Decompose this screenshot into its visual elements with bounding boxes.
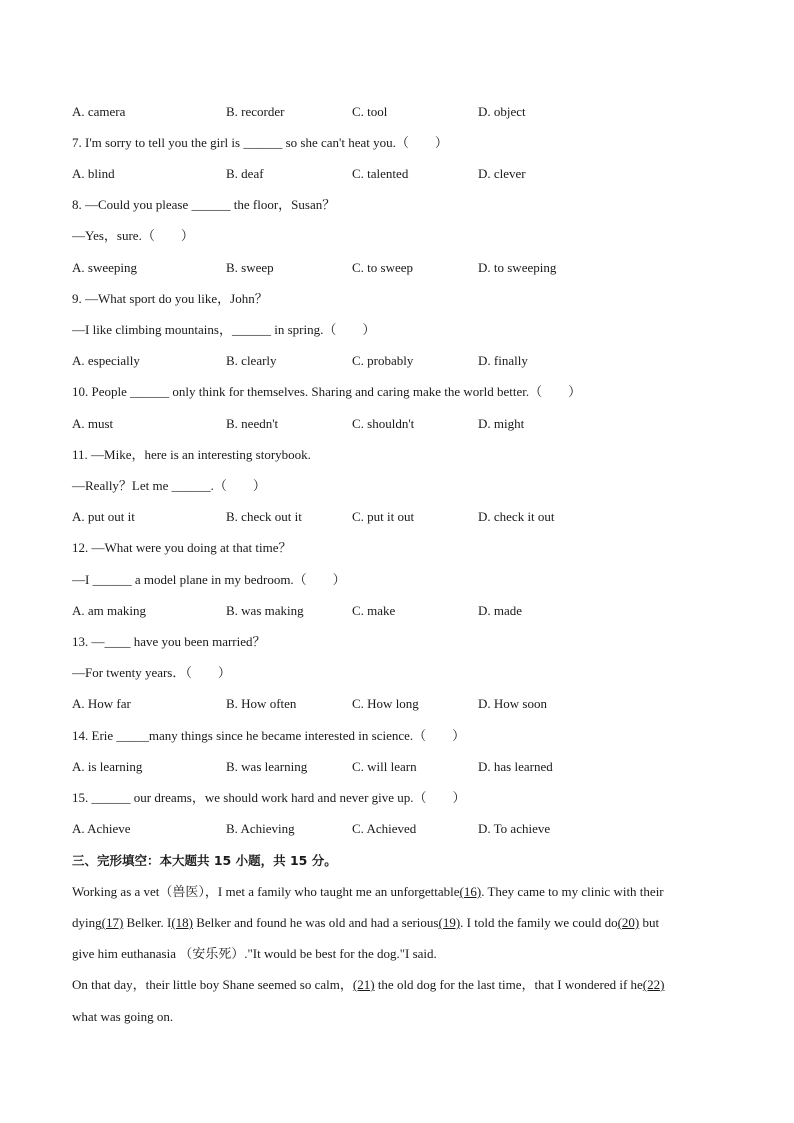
passage-text: dying xyxy=(72,915,102,930)
option-c[interactable]: C. will learn xyxy=(352,759,417,774)
section-title: 三、完形填空：本大题共 15 小题，共 15 分。 xyxy=(72,853,337,868)
option-a[interactable]: A. Achieve xyxy=(72,821,131,836)
passage-line-1 xyxy=(72,883,722,901)
passage-text: . They came to my clinic with their xyxy=(481,884,664,899)
option-d[interactable]: D. check it out xyxy=(478,509,555,524)
option-c[interactable]: C. tool xyxy=(352,104,388,119)
option-a[interactable]: A. must xyxy=(72,416,114,431)
option-d[interactable]: D. How soon xyxy=(478,696,547,711)
passage-line-5: what was going on. xyxy=(72,1009,174,1024)
question-8-stem: 8. —Could you please ______ the floor，Susan？ xyxy=(72,197,336,212)
blank-20[interactable]: (20) xyxy=(617,915,640,930)
blank-21[interactable]: (21) xyxy=(352,977,375,992)
option-d[interactable]: D. finally xyxy=(478,353,528,368)
question-13-stem: 13. —____ have you been married？ xyxy=(72,634,266,649)
option-c[interactable]: C. Achieved xyxy=(352,821,417,836)
option-a[interactable]: A. How far xyxy=(72,696,131,711)
option-b[interactable]: B. was learning xyxy=(226,759,308,774)
option-a[interactable]: A. sweeping xyxy=(72,260,137,275)
question-7-stem: 7. I'm sorry to tell you the girl is ______ so she can't heat you.（ ） xyxy=(72,135,448,150)
option-a[interactable]: A. camera xyxy=(72,104,126,119)
option-a[interactable]: A. especially xyxy=(72,353,140,368)
passage-text: the old dog for the last time，that I wondered if he xyxy=(374,977,643,992)
option-c[interactable]: C. put it out xyxy=(352,509,415,524)
option-a[interactable]: A. put out it xyxy=(72,509,135,524)
passage-text: Working as a vet（兽医），I met a family who taught me an unforgettable xyxy=(72,884,460,899)
passage-text: Belker and found he was old and had a serious xyxy=(192,915,439,930)
question-11-reply: —Really？Let me ______.（ ） xyxy=(72,478,266,493)
question-9-reply: —I like climbing mountains，______ in spring.（ ） xyxy=(72,322,376,337)
option-c[interactable]: C. talented xyxy=(352,166,409,181)
question-10-stem: 10. People ______ only think for themselves. Sharing and caring make the world better.（ ） xyxy=(72,384,582,399)
option-d[interactable]: D. clever xyxy=(478,166,526,181)
passage-line-4 xyxy=(72,976,722,994)
passage-text: . I told the family we could do xyxy=(460,915,618,930)
option-c[interactable]: C. make xyxy=(352,603,396,618)
option-b[interactable]: B. needn't xyxy=(226,416,279,431)
passage-line-3: give him euthanasia （安乐死）."It would be best for the dog."I said. xyxy=(72,946,437,961)
option-b[interactable]: B. sweep xyxy=(226,260,274,275)
option-c[interactable]: C. probably xyxy=(352,353,414,368)
option-b[interactable]: B. deaf xyxy=(226,166,264,181)
passage-text: but xyxy=(639,915,660,930)
option-d[interactable]: D. has learned xyxy=(478,759,553,774)
option-d[interactable]: D. made xyxy=(478,603,523,618)
option-b[interactable]: B. How often xyxy=(226,696,297,711)
blank-16[interactable]: (16) xyxy=(459,884,482,899)
question-15-stem: 15. ______ our dreams，we should work hard and never give up.（ ） xyxy=(72,790,466,805)
passage-line-2 xyxy=(72,914,722,932)
option-d[interactable]: D. to sweeping xyxy=(478,260,557,275)
blank-22[interactable]: (22) xyxy=(642,977,665,992)
option-d[interactable]: D. object xyxy=(478,104,526,119)
question-12-stem: 12. —What were you doing at that time？ xyxy=(72,540,292,555)
option-d[interactable]: D. To achieve xyxy=(478,821,551,836)
blank-19[interactable]: (19) xyxy=(438,915,461,930)
option-d[interactable]: D. might xyxy=(478,416,525,431)
option-b[interactable]: B. clearly xyxy=(226,353,277,368)
option-a[interactable]: A. is learning xyxy=(72,759,143,774)
blank-17[interactable]: (17) xyxy=(101,915,124,930)
question-12-reply: —I ______ a model plane in my bedroom.（ ） xyxy=(72,572,346,587)
option-b[interactable]: B. recorder xyxy=(226,104,285,119)
option-b[interactable]: B. Achieving xyxy=(226,821,295,836)
question-13-reply: —For twenty years．（ ） xyxy=(72,665,231,680)
question-9-stem: 9. —What sport do you like，John？ xyxy=(72,291,268,306)
passage-text: On that day，their little boy Shane seemed so calm， xyxy=(72,977,353,992)
option-b[interactable]: B. check out it xyxy=(226,509,302,524)
question-8-reply: —Yes，sure.（ ） xyxy=(72,228,194,243)
option-b[interactable]: B. was making xyxy=(226,603,304,618)
question-14-stem: 14. Erie _____many things since he became interested in science.（ ） xyxy=(72,728,466,743)
blank-18[interactable]: (18) xyxy=(171,915,193,930)
option-c[interactable]: C. to sweep xyxy=(352,260,414,275)
question-11-stem: 11. —Mike，here is an interesting storybook. xyxy=(72,447,311,462)
option-a[interactable]: A. blind xyxy=(72,166,115,181)
passage-text: Belker. I xyxy=(123,915,172,930)
option-c[interactable]: C. How long xyxy=(352,696,419,711)
option-a[interactable]: A. am making xyxy=(72,603,147,618)
option-c[interactable]: C. shouldn't xyxy=(352,416,415,431)
